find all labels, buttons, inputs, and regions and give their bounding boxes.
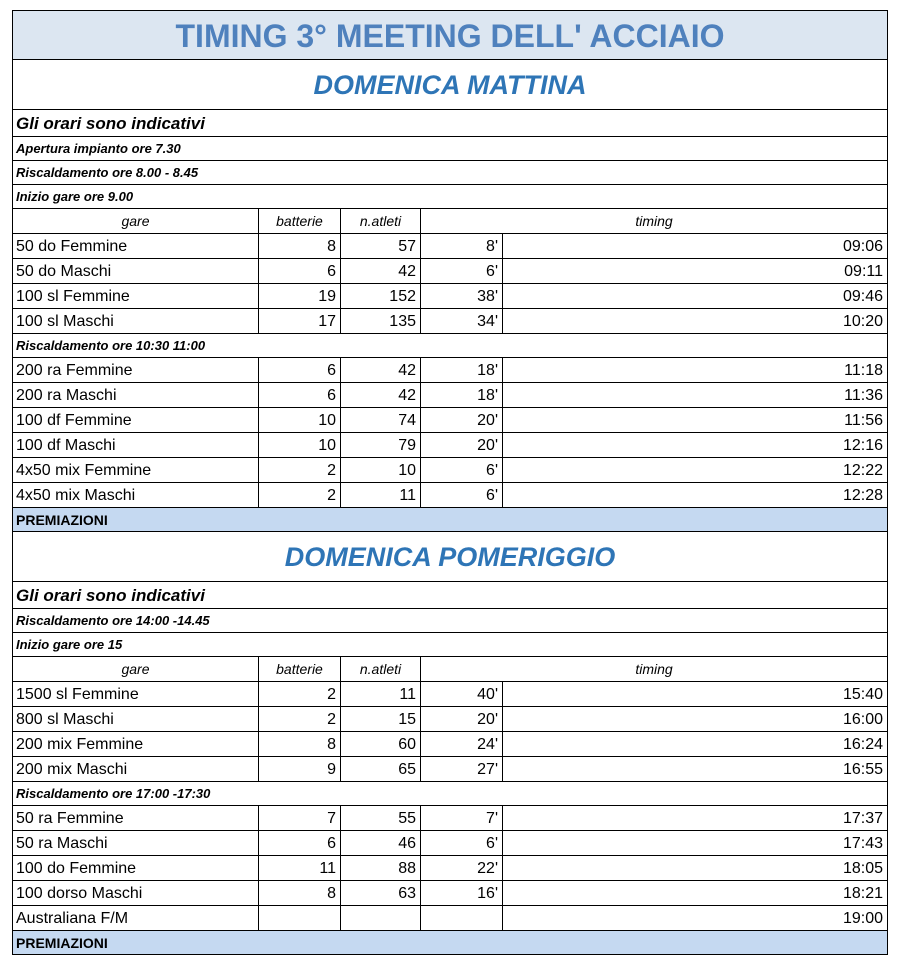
event-batterie: 2 bbox=[259, 483, 341, 507]
event-batterie: 8 bbox=[259, 234, 341, 258]
afternoon-premiazioni: PREMIAZIONI bbox=[12, 931, 888, 955]
table-row bbox=[12, 259, 888, 284]
event-batterie: 8 bbox=[259, 732, 341, 756]
event-batterie: 8 bbox=[259, 881, 341, 905]
event-ora: 19:00 bbox=[842, 910, 883, 927]
afternoon-events-a bbox=[12, 682, 888, 782]
event-name: 4x50 mix Maschi bbox=[13, 483, 259, 507]
table-row bbox=[12, 806, 888, 831]
event-atleti: 11 bbox=[341, 483, 421, 507]
table-row bbox=[12, 408, 888, 433]
event-ora: 12:16 bbox=[842, 437, 883, 454]
event-ora: 12:28 bbox=[842, 487, 883, 504]
header-batterie: batterie bbox=[259, 657, 341, 681]
event-batterie: 2 bbox=[259, 682, 341, 706]
header-atleti: n.atleti bbox=[341, 657, 421, 681]
event-batterie: 7 bbox=[259, 806, 341, 830]
event-atleti: 42 bbox=[341, 358, 421, 382]
table-row bbox=[12, 881, 888, 906]
header-batterie: batterie bbox=[259, 209, 341, 233]
morning-apertura: Apertura impianto ore 7.30 bbox=[12, 137, 888, 161]
event-atleti: 15 bbox=[341, 707, 421, 731]
morning-table-header bbox=[12, 209, 888, 234]
event-atleti: 74 bbox=[341, 408, 421, 432]
table-row bbox=[12, 309, 888, 334]
table-row bbox=[12, 483, 888, 508]
event-atleti: 60 bbox=[341, 732, 421, 756]
event-durata: 6' bbox=[421, 458, 503, 482]
event-durata: 6' bbox=[421, 259, 503, 283]
event-ora: 09:46 bbox=[842, 288, 883, 305]
event-name: 50 ra Femmine bbox=[13, 806, 259, 830]
morning-events-b bbox=[12, 358, 888, 508]
afternoon-note: Gli orari sono indicativi bbox=[12, 582, 888, 609]
event-ora: 11:36 bbox=[844, 387, 883, 404]
table-row bbox=[12, 707, 888, 732]
table-row bbox=[12, 906, 888, 931]
event-atleti: 88 bbox=[341, 856, 421, 880]
event-durata: 20' bbox=[421, 707, 503, 731]
event-batterie: 6 bbox=[259, 358, 341, 382]
event-batterie: 9 bbox=[259, 757, 341, 781]
event-name: 200 ra Femmine bbox=[13, 358, 259, 382]
afternoon-table-header bbox=[12, 657, 888, 682]
header-gare: gare bbox=[13, 209, 259, 233]
event-batterie: 10 bbox=[259, 408, 341, 432]
event-atleti: 79 bbox=[341, 433, 421, 457]
event-name: 800 sl Maschi bbox=[13, 707, 259, 731]
event-ora: 17:43 bbox=[842, 835, 883, 852]
table-row bbox=[12, 433, 888, 458]
morning-premiazioni: PREMIAZIONI bbox=[12, 508, 888, 532]
event-name: 200 mix Femmine bbox=[13, 732, 259, 756]
event-batterie: 19 bbox=[259, 284, 341, 308]
morning-note: Gli orari sono indicativi bbox=[12, 110, 888, 137]
afternoon-events-b bbox=[12, 806, 888, 931]
event-durata: 7' bbox=[421, 806, 503, 830]
morning-heading: DOMENICA MATTINA bbox=[12, 60, 888, 110]
morning-riscaldamento-2: Riscaldamento ore 10:30 11:00 bbox=[12, 334, 888, 358]
event-name: 1500 sl Femmine bbox=[13, 682, 259, 706]
event-name: 200 mix Maschi bbox=[13, 757, 259, 781]
event-atleti: 55 bbox=[341, 806, 421, 830]
table-row bbox=[12, 732, 888, 757]
event-name: 50 do Femmine bbox=[13, 234, 259, 258]
header-atleti: n.atleti bbox=[341, 209, 421, 233]
event-atleti: 65 bbox=[341, 757, 421, 781]
event-durata: 6' bbox=[421, 483, 503, 507]
table-row bbox=[12, 358, 888, 383]
event-name: 4x50 mix Femmine bbox=[13, 458, 259, 482]
event-name: 100 sl Maschi bbox=[13, 309, 259, 333]
event-name: 100 dorso Maschi bbox=[13, 881, 259, 905]
event-batterie: 6 bbox=[259, 383, 341, 407]
event-name: 100 df Maschi bbox=[13, 433, 259, 457]
event-atleti: 11 bbox=[341, 682, 421, 706]
event-durata: 6' bbox=[421, 831, 503, 855]
table-row bbox=[12, 458, 888, 483]
event-name: 100 df Femmine bbox=[13, 408, 259, 432]
event-ora: 18:21 bbox=[842, 885, 883, 902]
table-row bbox=[12, 284, 888, 309]
event-name: 50 do Maschi bbox=[13, 259, 259, 283]
table-row bbox=[12, 757, 888, 782]
event-durata: 8' bbox=[421, 234, 503, 258]
header-timing: timing bbox=[635, 213, 673, 229]
table-row bbox=[12, 831, 888, 856]
event-atleti: 63 bbox=[341, 881, 421, 905]
table-row bbox=[12, 383, 888, 408]
event-ora: 16:00 bbox=[842, 711, 883, 728]
afternoon-riscaldamento-2: Riscaldamento ore 17:00 -17:30 bbox=[12, 782, 888, 806]
event-durata: 20' bbox=[421, 408, 503, 432]
event-durata: 20' bbox=[421, 433, 503, 457]
table-row bbox=[12, 234, 888, 259]
event-ora: 16:55 bbox=[842, 761, 883, 778]
morning-riscaldamento: Riscaldamento ore 8.00 - 8.45 bbox=[12, 161, 888, 185]
event-durata: 16' bbox=[421, 881, 503, 905]
event-name: 200 ra Maschi bbox=[13, 383, 259, 407]
timing-sheet bbox=[12, 10, 888, 955]
event-ora: 09:11 bbox=[844, 263, 883, 280]
afternoon-riscaldamento: Riscaldamento ore 14:00 -14.45 bbox=[12, 609, 888, 633]
event-ora: 17:37 bbox=[842, 810, 883, 827]
event-batterie: 10 bbox=[259, 433, 341, 457]
event-name: 50 ra Maschi bbox=[13, 831, 259, 855]
event-durata: 34' bbox=[421, 309, 503, 333]
event-atleti: 42 bbox=[341, 259, 421, 283]
event-durata bbox=[421, 906, 503, 930]
event-ora: 16:24 bbox=[842, 736, 883, 753]
event-ora: 15:40 bbox=[842, 686, 883, 703]
event-durata: 38' bbox=[421, 284, 503, 308]
event-durata: 18' bbox=[421, 358, 503, 382]
event-atleti: 10 bbox=[341, 458, 421, 482]
table-row bbox=[12, 682, 888, 707]
event-atleti: 57 bbox=[341, 234, 421, 258]
event-atleti: 42 bbox=[341, 383, 421, 407]
morning-events-a bbox=[12, 234, 888, 334]
event-name: 100 do Femmine bbox=[13, 856, 259, 880]
event-batterie: 6 bbox=[259, 831, 341, 855]
event-batterie: 11 bbox=[259, 856, 341, 880]
event-batterie bbox=[259, 906, 341, 930]
event-durata: 22' bbox=[421, 856, 503, 880]
event-durata: 24' bbox=[421, 732, 503, 756]
event-batterie: 2 bbox=[259, 458, 341, 482]
event-durata: 27' bbox=[421, 757, 503, 781]
afternoon-heading: DOMENICA POMERIGGIO bbox=[12, 532, 888, 582]
event-ora: 11:18 bbox=[844, 362, 883, 379]
event-atleti: 152 bbox=[341, 284, 421, 308]
event-ora: 10:20 bbox=[842, 313, 883, 330]
event-atleti bbox=[341, 906, 421, 930]
event-name: 100 sl Femmine bbox=[13, 284, 259, 308]
event-durata: 40' bbox=[421, 682, 503, 706]
event-batterie: 6 bbox=[259, 259, 341, 283]
morning-inizio: Inizio gare ore 9.00 bbox=[12, 185, 888, 209]
header-timing: timing bbox=[635, 661, 673, 677]
event-batterie: 17 bbox=[259, 309, 341, 333]
afternoon-inizio: Inizio gare ore 15 bbox=[12, 633, 888, 657]
event-atleti: 46 bbox=[341, 831, 421, 855]
event-ora: 12:22 bbox=[842, 462, 883, 479]
event-ora: 09:06 bbox=[842, 238, 883, 255]
header-gare: gare bbox=[13, 657, 259, 681]
event-durata: 18' bbox=[421, 383, 503, 407]
event-name: Australiana F/M bbox=[13, 906, 259, 930]
event-ora: 18:05 bbox=[842, 860, 883, 877]
event-ora: 11:56 bbox=[844, 412, 883, 429]
event-atleti: 135 bbox=[341, 309, 421, 333]
sheet-title: TIMING 3° MEETING DELL' ACCIAIO bbox=[12, 10, 888, 60]
event-batterie: 2 bbox=[259, 707, 341, 731]
table-row bbox=[12, 856, 888, 881]
